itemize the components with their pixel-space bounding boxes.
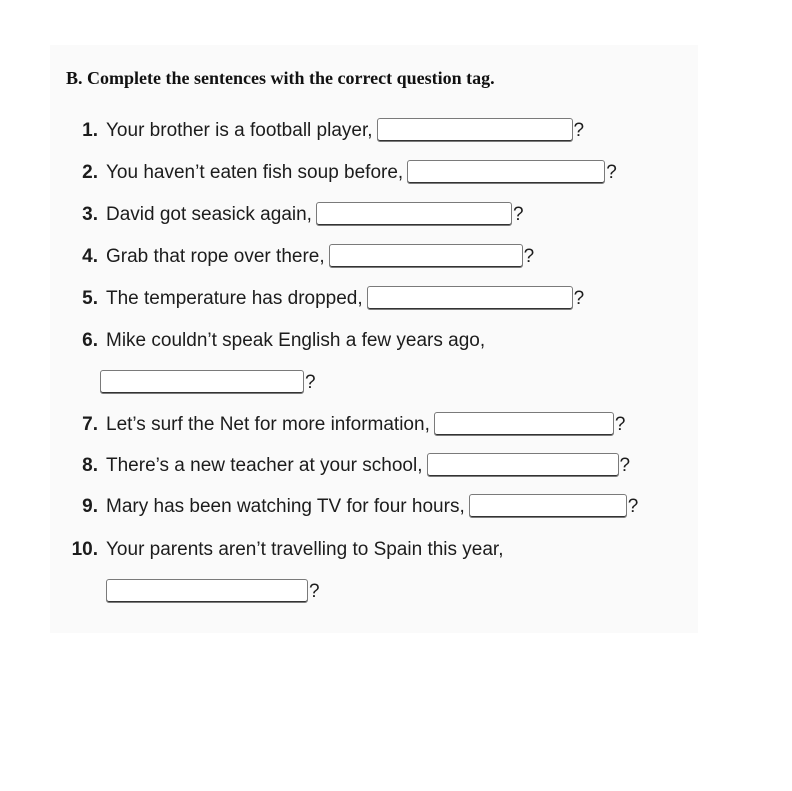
question-number: 10. <box>71 539 98 560</box>
question-row-8 <box>70 451 630 477</box>
question-row-3 <box>70 200 524 226</box>
question-row-10 <box>66 535 503 561</box>
question-mark: ? <box>573 288 585 309</box>
answer-blank <box>434 412 626 436</box>
question-row-9 <box>70 492 638 518</box>
answer-blank <box>377 118 585 142</box>
question-sentence: Your parents aren’t travelling to Spain this year, <box>106 539 504 560</box>
question-mark: ? <box>606 162 617 183</box>
question-number: 3. <box>82 204 98 225</box>
question-sentence: Mary has been watching TV for four hours, <box>106 496 465 517</box>
question-mark: ? <box>627 496 639 517</box>
question-row-7 <box>70 410 625 436</box>
question-number: 2. <box>82 162 98 183</box>
answer-input-6[interactable] <box>100 370 304 394</box>
question-number: 8. <box>82 455 98 476</box>
answer-input-7[interactable] <box>434 412 614 436</box>
question-row-10-answer <box>106 577 320 603</box>
answer-blank <box>329 244 535 268</box>
question-mark: ? <box>512 204 524 225</box>
question-sentence: Mike couldn’t speak English a few years ago, <box>106 330 486 351</box>
answer-blank <box>316 202 524 226</box>
answer-blank <box>427 453 631 477</box>
question-sentence: Grab that rope over there, <box>106 246 325 267</box>
answer-blank <box>367 286 585 310</box>
question-number: 1. <box>82 120 98 141</box>
question-mark: ? <box>614 414 626 435</box>
answer-input-5[interactable] <box>367 286 573 310</box>
question-row-1 <box>70 116 584 142</box>
question-row-6-answer <box>100 368 316 394</box>
question-mark: ? <box>523 246 535 267</box>
question-row-5 <box>70 284 584 310</box>
question-mark: ? <box>573 120 585 141</box>
question-sentence: You haven’t eaten fish soup before, <box>106 162 404 183</box>
question-row-2 <box>70 158 617 184</box>
answer-blank <box>469 494 639 518</box>
question-number: 5. <box>82 288 98 309</box>
question-number: 4. <box>82 246 98 267</box>
answer-input-10[interactable] <box>106 579 308 603</box>
answer-input-3[interactable] <box>316 202 512 226</box>
question-sentence: Let’s surf the Net for more information, <box>106 414 430 435</box>
answer-input-4[interactable] <box>329 244 523 268</box>
answer-input-1[interactable] <box>377 118 573 142</box>
answer-input-2[interactable] <box>407 160 605 184</box>
question-number: 6. <box>82 330 98 351</box>
answer-input-9[interactable] <box>469 494 627 518</box>
question-sentence: Your brother is a football player, <box>106 120 373 141</box>
question-row-4 <box>70 242 534 268</box>
answer-blank <box>100 370 316 394</box>
question-sentence: David got seasick again, <box>106 204 312 225</box>
question-sentence: There’s a new teacher at your school, <box>106 455 423 476</box>
question-row-6 <box>70 326 485 352</box>
question-number: 7. <box>82 414 98 435</box>
question-sentence: The temperature has dropped, <box>106 288 363 309</box>
question-number: 9. <box>82 496 98 517</box>
question-mark: ? <box>309 581 320 602</box>
answer-blank <box>106 579 320 603</box>
question-mark: ? <box>305 372 316 393</box>
answer-input-8[interactable] <box>427 453 619 477</box>
exercise-heading: B. Complete the sentences with the correct question tag. <box>66 68 495 88</box>
question-mark: ? <box>619 455 631 476</box>
answer-blank <box>407 160 617 184</box>
